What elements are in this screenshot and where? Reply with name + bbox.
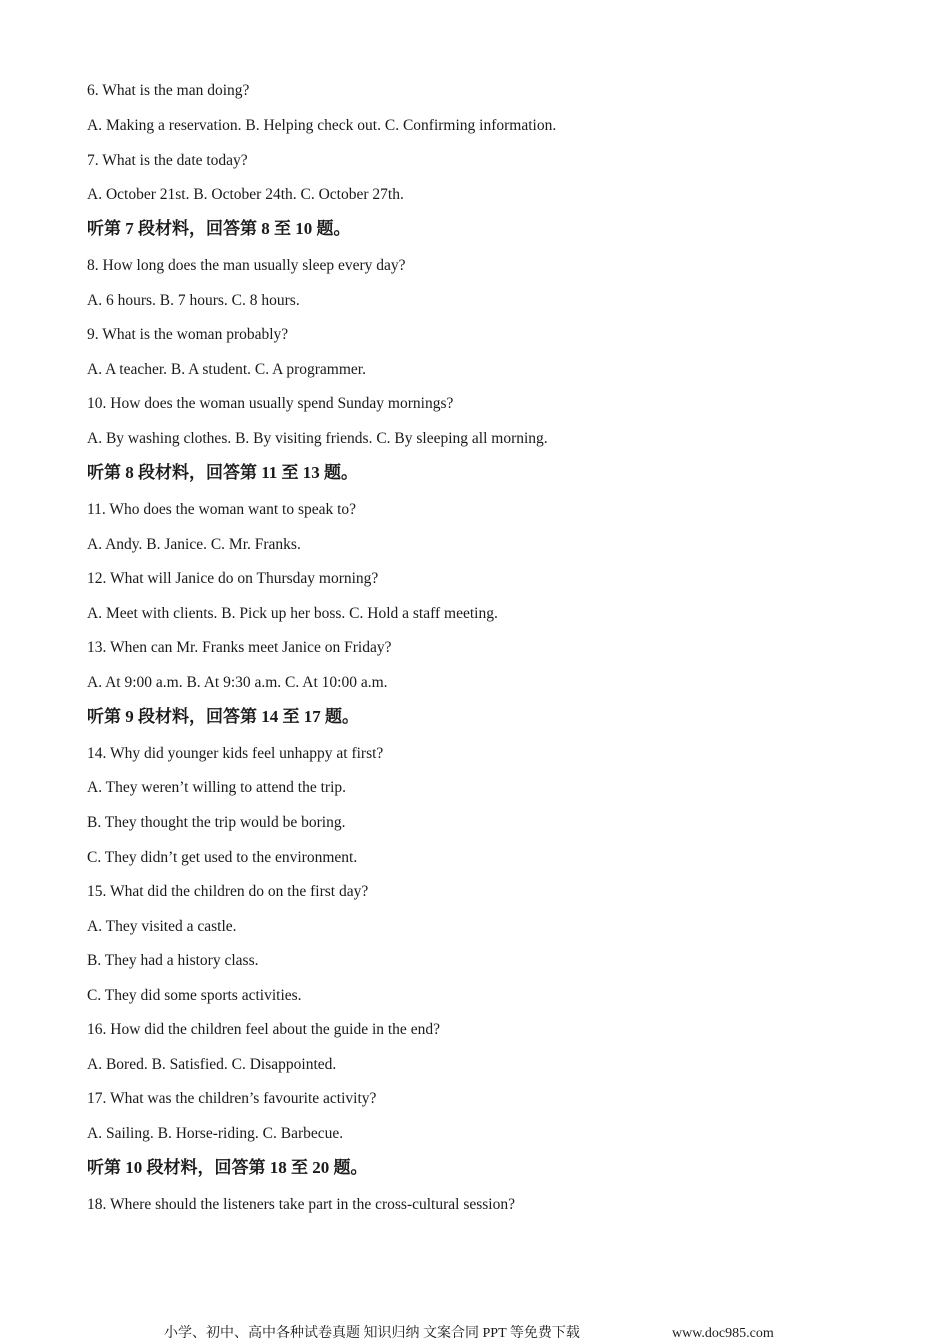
answer-options: A. Making a reservation. B. Helping check out. C. Confirming information. <box>87 117 557 134</box>
answer-options: A. October 21st. B. October 24th. C. October 27th. <box>87 186 404 203</box>
answer-options: B. They had a history class. <box>87 952 259 969</box>
question-text: 17. What was the children’s favourite activity? <box>87 1090 377 1107</box>
answer-options: A. They weren’t willing to attend the trip. <box>87 779 346 796</box>
question-text: 10. How does the woman usually spend Sunday mornings? <box>87 395 454 412</box>
answer-options: A. At 9:00 a.m. B. At 9:30 a.m. C. At 10:00 a.m. <box>87 674 388 691</box>
answer-options: A. Bored. B. Satisfied. C. Disappointed. <box>87 1056 337 1073</box>
answer-options: A. They visited a castle. <box>87 918 237 935</box>
section-heading: 听第 10 段材料，回答第 18 至 20 题。 <box>87 1158 368 1177</box>
question-text: 9. What is the woman probably? <box>87 326 289 343</box>
answer-options: B. They thought the trip would be boring. <box>87 814 346 831</box>
section-heading: 听第 7 段材料，回答第 8 至 10 题。 <box>87 219 351 238</box>
question-text: 11. Who does the woman want to speak to? <box>87 501 357 518</box>
answer-options: A. Sailing. B. Horse-riding. C. Barbecue. <box>87 1125 344 1142</box>
question-text: 8. How long does the man usually sleep every day? <box>87 257 406 274</box>
section-heading: 听第 8 段材料，回答第 11 至 13 题。 <box>87 463 359 482</box>
question-text: 15. What did the children do on the first day? <box>87 883 369 900</box>
answer-options: C. They did some sports activities. <box>87 987 302 1004</box>
page-footer <box>0 1324 950 1344</box>
question-text: 7. What is the date today? <box>87 152 248 169</box>
answer-options: A. Andy. B. Janice. C. Mr. Franks. <box>87 536 301 553</box>
footer-promo-text: 小学、初中、高中各种试卷真题 知识归纳 文案合同 PPT 等免费下载 <box>164 1326 580 1341</box>
question-text: 14. Why did younger kids feel unhappy at first? <box>87 745 384 762</box>
question-text: 13. When can Mr. Franks meet Janice on Friday? <box>87 639 392 656</box>
section-heading: 听第 9 段材料，回答第 14 至 17 题。 <box>87 707 359 726</box>
answer-options: C. They didn’t get used to the environment. <box>87 849 358 866</box>
footer-website-link[interactable]: www.doc985.com <box>672 1326 774 1341</box>
question-text: 12. What will Janice do on Thursday morning? <box>87 570 379 587</box>
answer-options: A. 6 hours. B. 7 hours. C. 8 hours. <box>87 292 300 309</box>
question-text: 6. What is the man doing? <box>87 82 250 99</box>
question-text: 18. Where should the listeners take part in the cross-cultural session? <box>87 1196 515 1213</box>
answer-options: A. A teacher. B. A student. C. A programmer. <box>87 361 366 378</box>
answer-options: A. By washing clothes. B. By visiting friends. C. By sleeping all morning. <box>87 430 548 447</box>
question-text: 16. How did the children feel about the guide in the end? <box>87 1021 440 1038</box>
answer-options: A. Meet with clients. B. Pick up her boss. C. Hold a staff meeting. <box>87 605 498 622</box>
